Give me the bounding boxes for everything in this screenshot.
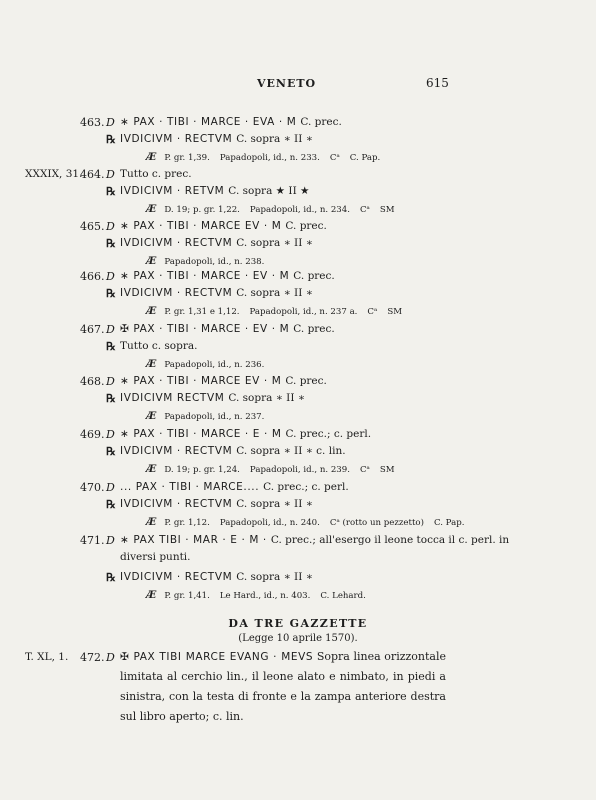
coin-legend: IVDICIVM · RETVM [120,185,229,197]
reference-item: SM [379,205,395,215]
coin-legend: IVDICIVM · RECTVM [120,445,237,457]
coin-legend: ∗ PAX · TIBI · MARCE · E · M [120,428,286,440]
coin-legend: ∗ PAX · TIBI · MARCE EV · M [120,375,286,387]
reverse-line [120,445,346,457]
coin-description: C. sopra ★ II ★ [228,185,310,197]
reference-item: Papadopoli, id., n. 237 a. [249,307,358,317]
reference-item: Papadopoli, id., n. 237. [164,412,265,422]
reverse-symbol: ℞ [106,287,116,300]
coin-description: C. prec. [285,375,327,387]
obverse-symbol: D [106,534,115,547]
coin-legend: IVDICIVM RECTVM [120,392,229,404]
obverse-line [120,375,327,387]
reference-line [146,359,274,370]
reverse-symbol: ℞ [106,571,116,584]
reference-item: Cᵃ [359,465,370,475]
description-text: Sopra linea orizzontale limitata al cerchio lin., il leone alato e nimbato, in piedi a sinistra, con la testa di fronte e la zampa anteriore destra sul libro aperto; c. lin. [120,650,447,723]
coin-legend: IVDICIVM · RECTVM [120,571,237,583]
reference-item: Papadopoli, id., n. 233. [219,153,320,163]
entry-number: 466. [80,270,105,283]
coin-legend: IVDICIVM · RECTVM [120,133,237,145]
reference-item: Papadopoli, id., n. 238. [164,257,265,267]
reverse-line [120,392,305,404]
reference-item: Papadopoli, id., n. 239. [249,465,350,475]
metal-symbol: Æ [146,359,157,370]
reference-item: Papadopoli, id., n. 236. [164,360,265,370]
reference-line [146,306,412,317]
reverse-symbol: ℞ [106,445,116,458]
reference-item: Cᵃ [359,205,370,215]
coin-description: C. sopra ∗ II ∗ [236,237,313,249]
reverse-line [120,571,313,583]
coin-description: C. prec. [293,323,335,335]
coin-description: C. prec.; c. perl. [285,428,372,440]
reference-item: D. 19; p. gr. 1,22. [164,205,240,215]
coin-description: C. sopra ∗ II ∗ [236,133,313,145]
coin-description-cont: diversi punti. [120,551,191,563]
entry-number: 465. [80,220,105,233]
obverse-symbol: D [106,116,115,129]
metal-symbol: Æ [146,306,157,317]
coin-description [120,551,191,563]
reference-item: Cᵃ (rotto un pezzetto) [329,518,424,528]
obverse-symbol: D [106,375,115,388]
coin-description: C. prec. [285,220,327,232]
entry-description [120,647,446,727]
obverse-line [120,481,349,493]
reverse-symbol: ℞ [106,392,116,405]
coin-legend: ∗ PAX · TIBI · MARCE · EV · M [120,270,294,282]
reference-item: P. gr. 1,31 e 1,12. [164,307,240,317]
obverse-line [120,116,342,128]
metal-symbol: Æ [146,464,157,475]
reverse-line [120,498,313,510]
obverse-line [120,534,509,546]
coin-legend: IVDICIVM · RECTVM [120,237,237,249]
metal-symbol: Æ [146,204,157,215]
entry-number: 467. [80,323,105,336]
reference-item: C. Pap. [349,153,381,163]
metal-symbol: Æ [146,517,157,528]
reverse-line [120,133,313,145]
obverse-symbol: D [106,220,115,233]
obverse-line [120,168,192,180]
running-header-title: VENETO [257,77,317,90]
coin-description: C. sopra ∗ II ∗ c. lin. [236,445,346,457]
section-title: DA TRE GAZZETTE [228,617,368,630]
reference-line [146,152,390,163]
obverse-symbol: D [106,481,115,494]
obverse-line [120,428,371,440]
entry-number: 468. [80,375,105,388]
reverse-symbol: ℞ [106,237,116,250]
obverse-symbol: D [106,651,115,664]
reverse-line [120,340,197,352]
obverse-symbol: D [106,270,115,283]
reference-line [146,464,405,475]
section-subtitle: (Legge 10 aprile 1570). [238,633,358,644]
coin-legend: ... PAX · TIBI · MARCE.... [120,481,264,493]
coin-legend: ✠ PAX · TIBI · MARCE · EV · M [120,323,294,335]
coin-description: C. sopra ∗ II ∗ [236,287,313,299]
obverse-line [120,323,335,335]
reverse-line [120,185,309,197]
entry-number: 463. [80,116,105,129]
entry-number: 470. [80,481,105,494]
reference-item: Cᵃ [329,153,340,163]
plate-reference: XXXIX, 31. [25,168,83,180]
coin-description: C. sopra ∗ II ∗ [236,571,313,583]
reference-item: SM [387,307,402,317]
obverse-symbol: D [106,168,115,181]
metal-symbol: Æ [146,411,157,422]
reverse-line [120,287,313,299]
reference-line [146,256,274,267]
reference-item: Papadopoli, id., n. 234. [249,205,350,215]
reference-line [146,590,376,601]
reference-item: Le Hard., id., n. 403. [219,591,311,601]
entry-number: 471. [80,534,105,547]
obverse-line [120,220,327,232]
reverse-symbol: ℞ [106,340,116,353]
coin-legend: ∗ PAX · TIBI · MARCE EV · M [120,220,286,232]
coin-description: C. prec.; all'esergo il leone tocca il c. perl. in [270,534,510,546]
metal-symbol: Æ [146,152,157,163]
coin-legend: IVDICIVM · RECTVM [120,498,237,510]
obverse-line [120,270,335,282]
entry-number: 464. [80,168,105,181]
reference-item: C. Pap. [433,518,465,528]
reverse-symbol: ℞ [106,133,116,146]
obverse-symbol: D [106,428,115,441]
coin-description: C. prec. [293,270,335,282]
reference-item: P. gr. 1,39. [164,153,210,163]
coin-description: C. prec.; c. perl. [263,481,349,493]
coin-description: Tutto c. sopra. [120,340,198,352]
reverse-line [120,237,313,249]
page-number: 615 [426,76,449,90]
entry-number: 472. [80,651,105,664]
reference-line [146,411,274,422]
obverse-symbol: D [106,323,115,336]
entry-number: 469. [80,428,105,441]
coin-legend: ✠ PAX TIBI MARCE EVANG · MEVS [120,651,314,663]
coin-description: C. sopra ∗ II ∗ [236,498,313,510]
reference-item: P. gr. 1,41. [164,591,210,601]
reference-line [146,517,474,528]
metal-symbol: Æ [146,590,157,601]
coin-legend: ∗ PAX · TIBI · MARCE · EVA · M [120,116,301,128]
reference-item: SM [379,465,395,475]
reference-item: Cᵃ [367,307,378,317]
reverse-symbol: ℞ [106,185,116,198]
coin-description: C. prec. [300,116,342,128]
plate-reference: T. XL, 1. [25,651,69,663]
metal-symbol: Æ [146,256,157,267]
coin-legend: IVDICIVM · RECTVM [120,287,237,299]
reference-line [146,204,405,215]
coin-legend: ∗ PAX TIBI · MAR · E · M · [120,534,271,546]
reference-item: C. Lehard. [320,591,366,601]
reference-item: D. 19; p. gr. 1,24. [164,465,240,475]
reference-item: P. gr. 1,12. [164,518,210,528]
reference-item: Papadopoli, id., n. 240. [219,518,320,528]
coin-description: C. sopra ∗ II ∗ [228,392,305,404]
coin-description: Tutto c. prec. [120,168,192,180]
reverse-symbol: ℞ [106,498,116,511]
